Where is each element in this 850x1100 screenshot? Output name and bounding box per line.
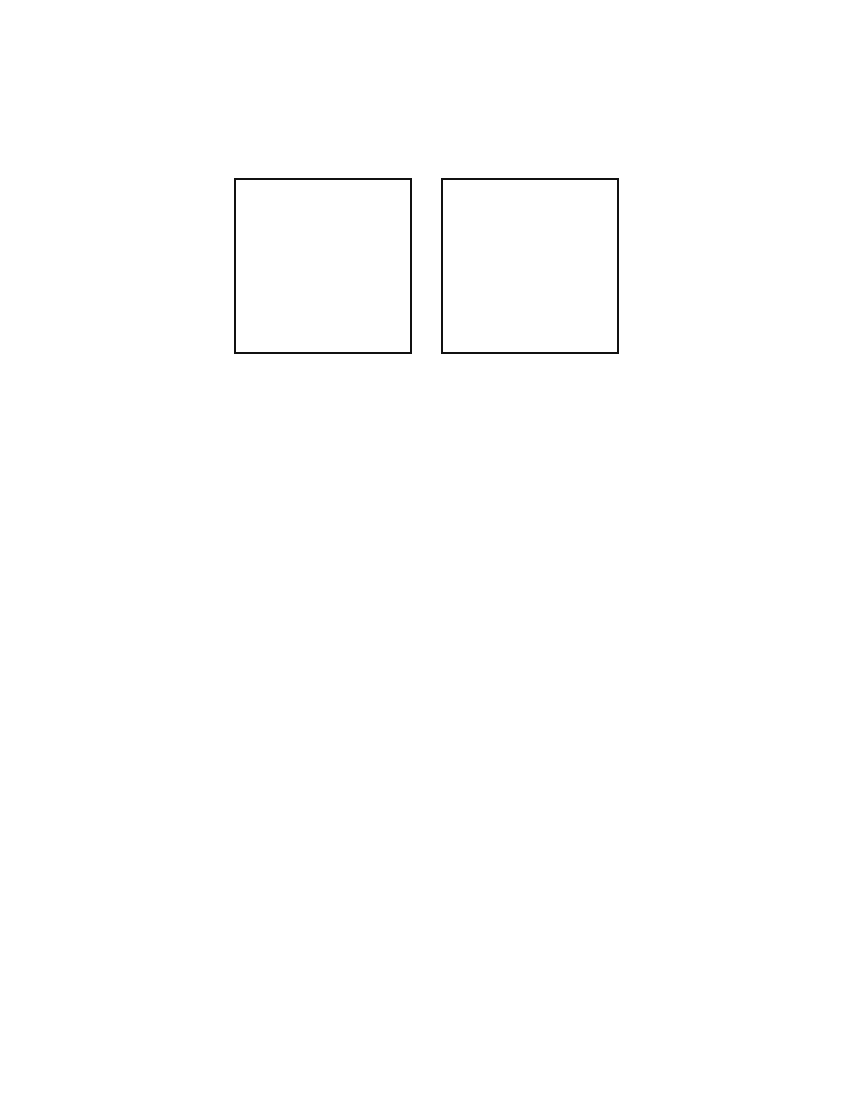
- sudoku-grid-humans: [234, 178, 412, 354]
- sudoku-grid-model: [441, 178, 619, 354]
- fig6-scatter-plots: [0, 405, 850, 545]
